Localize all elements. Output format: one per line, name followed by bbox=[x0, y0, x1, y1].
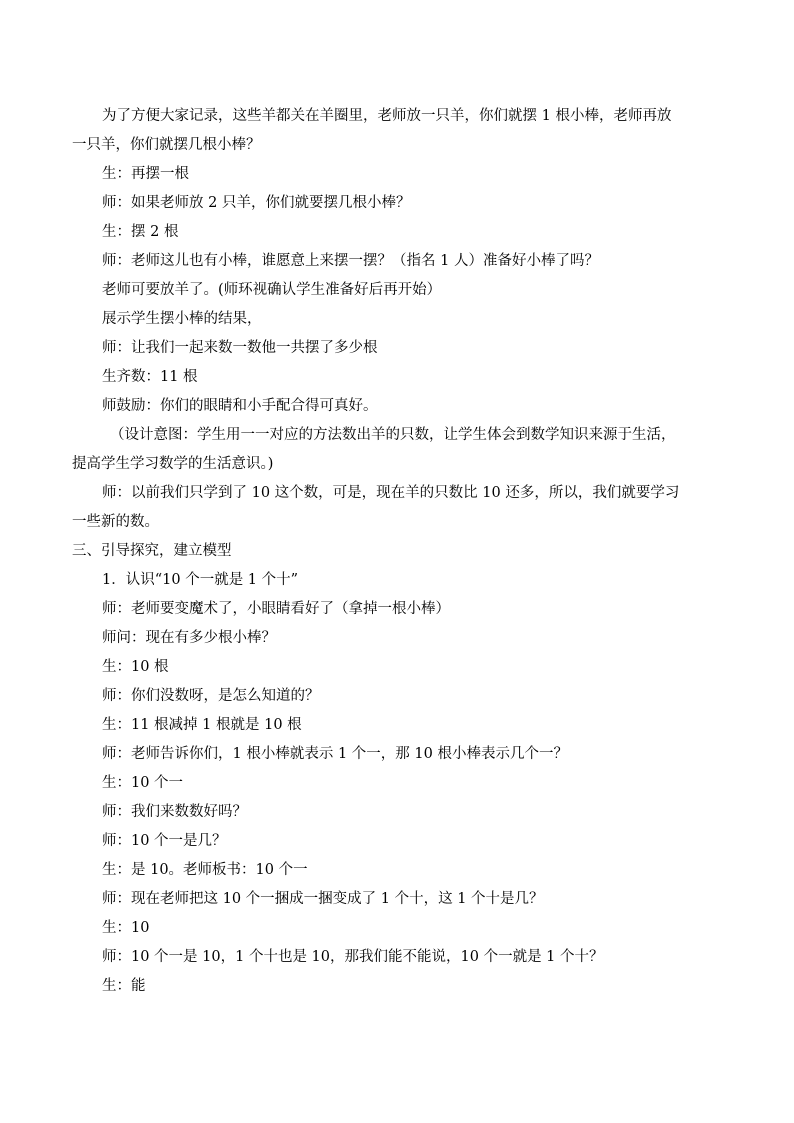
text-line-20: 生：10 根 bbox=[102, 659, 169, 675]
text-line-4: 师：如果老师放 2 只羊，你们就要摆几根小棒？ bbox=[102, 195, 411, 211]
text-line-23: 师：老师告诉你们，1 根小棒就表示 1 个一，那 10 根小棒表示几个一？ bbox=[102, 746, 568, 762]
text-line-21: 师：你们没数呀，是怎么知道的？ bbox=[102, 688, 320, 704]
text-line-19: 师问：现在有多少根小棒？ bbox=[102, 630, 276, 646]
text-line-13: 提高学生学习数学的生活意识。) bbox=[72, 456, 274, 472]
text-line-11: 师鼓励：你们的眼睛和小手配合得可真好。 bbox=[102, 398, 378, 414]
text-line-14: 师：以前我们只学到了 10 这个数，可是，现在羊的只数比 10 还多，所以，我们就要学习 bbox=[102, 485, 680, 501]
text-line-5: 生：摆 2 根 bbox=[102, 224, 179, 240]
text-line-6: 师：老师这儿也有小棒，谁愿意上来摆一摆？（指名 1 人）准备好小棒了吗？ bbox=[102, 253, 599, 269]
text-line-28: 师：现在老师把这 10 个一捆成一捆变成了 1 个十，这 1 个十是几？ bbox=[102, 891, 544, 907]
text-line-1: 为了方便大家记录，这些羊都关在羊圈里，老师放一只羊，你们就摆 1 根小棒，老师再放 bbox=[102, 108, 672, 124]
text-line-25: 师：我们来数数好吗？ bbox=[102, 804, 247, 820]
text-line-8: 展示学生摆小棒的结果， bbox=[102, 311, 262, 327]
text-line-7: 老师可要放羊了。(师环视确认学生准备好后再开始） bbox=[102, 282, 442, 298]
text-line-31: 生：能 bbox=[102, 978, 146, 994]
text-line-26: 师：10 个一是几？ bbox=[102, 833, 227, 849]
text-line-12: （设计意图：学生用一一对应的方法数出羊的只数，让学生体会到数学知识来源于生活， bbox=[110, 427, 676, 443]
text-line-9: 师：让我们一起来数一数他一共摆了多少根 bbox=[102, 340, 378, 356]
text-line-2: 一只羊，你们就摆几根小棒？ bbox=[72, 137, 261, 153]
text-line-30: 师：10 个一是 10，1 个十也是 10，那我们能不能说，10 个一就是 1 个十？ bbox=[102, 949, 604, 965]
section-heading: 三、引导探究，建立模型 bbox=[72, 543, 232, 559]
subsection-heading: 1．认识“10 个一就是 1 个十” bbox=[102, 572, 299, 588]
text-line-24: 生：10 个一 bbox=[102, 775, 184, 791]
text-line-22: 生：11 根减掉 1 根就是 10 根 bbox=[102, 717, 302, 733]
document-page bbox=[72, 102, 732, 1001]
text-line-10: 生齐数：11 根 bbox=[102, 369, 198, 385]
text-line-27: 生：是 10。老师板书：10 个一 bbox=[102, 862, 308, 878]
text-line-15: 一些新的数。 bbox=[72, 514, 159, 530]
text-line-3: 生：再摆一根 bbox=[102, 166, 189, 182]
text-line-29: 生：10 bbox=[102, 920, 150, 936]
text-line-18: 师：老师要变魔术了，小眼睛看好了（拿掉一根小棒） bbox=[102, 601, 450, 617]
